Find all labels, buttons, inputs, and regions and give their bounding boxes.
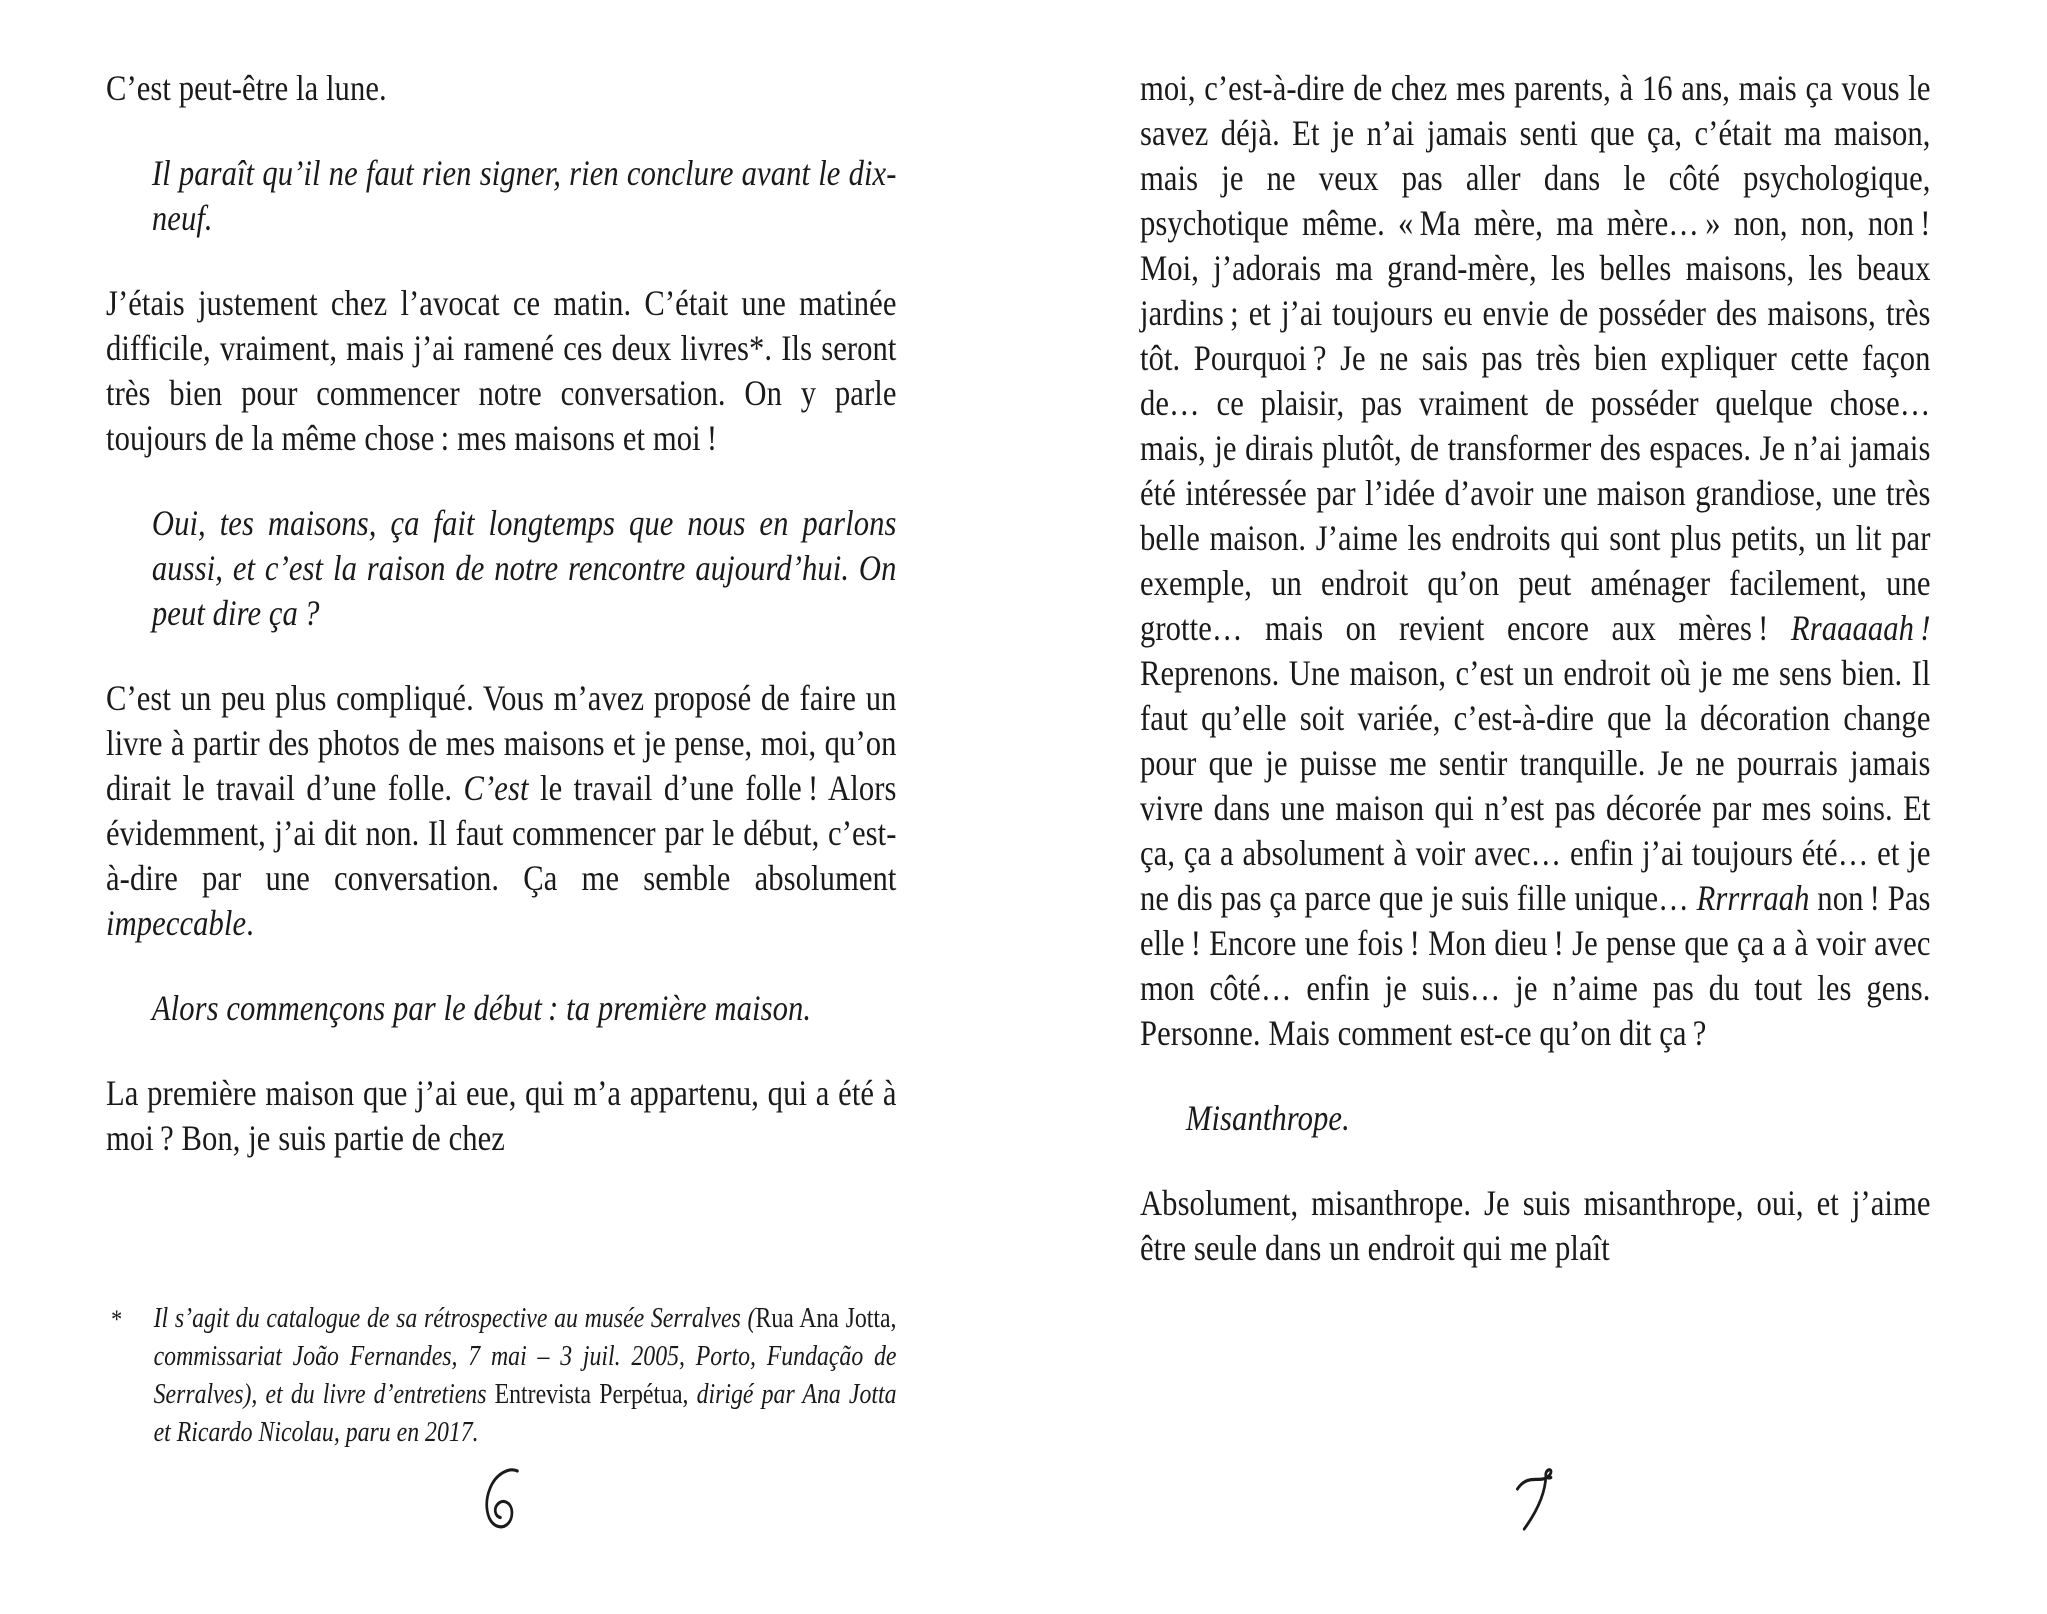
interviewer-line [152,151,897,241]
answer-paragraph [106,281,897,461]
page-left [106,0,1036,1614]
interviewer-line [152,501,897,636]
page-left-content [106,0,897,1614]
emphasis-text: commissariat João Fernandes, 7 mai – 3 juil. 2005, Porto, Fundação de Serralves), et du livre d’entretiens [153,1341,897,1410]
interviewer-line [152,986,897,1031]
script-numeral-seven-icon [1515,1468,1556,1532]
emphasis-text: dirigé par Ana Jotta et Ricardo Nicolau, paru en 2017. [153,1379,897,1448]
script-numeral-six-icon [483,1468,519,1532]
footnote-marker: * [111,1305,123,1334]
footnote-text [154,1303,897,1448]
emphasis-text: Il s’agit du catalogue de sa rétrospective au musée Serralves ( [153,1303,756,1334]
answer-paragraph [1140,1181,1931,1271]
emphasis-text: Il paraît qu’il ne faut rien signer, rien conclure avant le dix-neuf. [151,153,897,238]
answer-paragraph [106,66,897,111]
emphasis-text: Oui, tes maisons, ça fait longtemps que nous en parlons aussi, et c’est la raison de notre rencontre aujourd’hui. On peut dire ça ? [151,503,897,633]
text-run: C’est peut-être la lune. [106,68,387,108]
page-right [1140,0,2047,1614]
emphasis-text: Misanthrope. [1185,1098,1350,1138]
answer-paragraph [106,676,897,946]
right-text-column [1140,0,1931,1271]
footnote [106,1300,897,1452]
interviewer-line [1186,1096,1931,1141]
left-text-column [106,0,897,1161]
emphasis-text: Rraaaaah ! [1790,608,1931,648]
text-run: Reprenons. Une maison, c’est un endroit où je me sens bien. Il faut qu’elle soit variée, c’est-à-dire que la décoration change pour que je puisse me sentir tranquille. Je ne pourrais jamais vivre dans une maison qui n’est pas décorée par mes soins. Et ça, ça a absolument à voir avec… enfin j’ai toujours été… et je ne dis pas ça parce que je suis fille unique… [1140,653,1931,918]
text-run: le travail d’une folle ! Alors évidemment, j’ai dit non. Il faut commencer par le début, c’est-à-dire par une conversation. Ça me semble absolument [106,768,897,898]
emphasis-text: Rrrrraah [1696,878,1810,918]
text-run: moi, c’est-à-dire de chez mes parents, à 16 ans, mais ça vous le savez déjà. Et je n’ai jamais senti que ça, c’était ma maison, mais je ne veux pas aller dans le côté psychologique, psychotique même. « Ma mère, ma mère… » non, non, non ! Moi, j’adorais ma grand-mère, les belles maisons, les beaux jardins ; et j’ai toujours eu envie de posséder des maisons, très tôt. Pourquoi ? Je ne sais pas très bien expliquer cette façon de… ce plaisir, pas vraiment de posséder quelque chose… mais, je dirais plutôt, de transformer des espaces. Je n’ai jamais été intéressée par l’idée d’avoir une maison grandiose, une très belle maison. J’aime les endroits qui sont plus petits, un lit par exemple, un endroit qu’on peut aménager facilement, une grotte… mais on revient encore aux mères ! [1140,68,1931,648]
page-right-content [1140,0,1931,1614]
emphasis-text: Alors commençons par le début : ta première maison. [151,988,812,1028]
text-run: J’étais justement chez l’avocat ce matin. C’était une matinée difficile, vraiment, mais j’ai ramené ces deux livres*. Ils seront très bien pour commencer notre conversation. On y parle toujours de la même chose : mes maisons et moi ! [106,283,897,458]
emphasis-text: impeccable [106,903,247,943]
text-run: La première maison que j’ai eue, qui m’a appartenu, qui a été à moi ? Bon, je suis partie de chez [106,1073,897,1158]
text-run: . [246,903,254,943]
text-run: non ! Pas elle ! Encore une fois ! Mon dieu ! Je pense que ça a à voir avec mon côté… enfin je suis… je n’aime pas du tout les gens. Personne. Mais comment est-ce qu’on dit ça ? [1140,878,1931,1053]
text-run: Entrevista Perpétua, [494,1379,689,1410]
text-run: C’est un peu plus compliqué. Vous m’avez proposé de faire un livre à partir des photos de mes maisons et je pense, moi, qu’on dirait le travail d’une folle. [106,678,897,808]
text-run: Rua Ana Jotta, [755,1303,897,1334]
answer-paragraph [106,1071,897,1161]
text-run: Absolument, misanthrope. Je suis misanthrope, oui, et j’aime être seule dans un endroit qui me plaît [1140,1183,1931,1268]
folio-left [106,1468,897,1537]
answer-paragraph [1140,66,1931,1056]
emphasis-text: C’est [463,768,529,808]
folio-right [1140,1468,1931,1537]
